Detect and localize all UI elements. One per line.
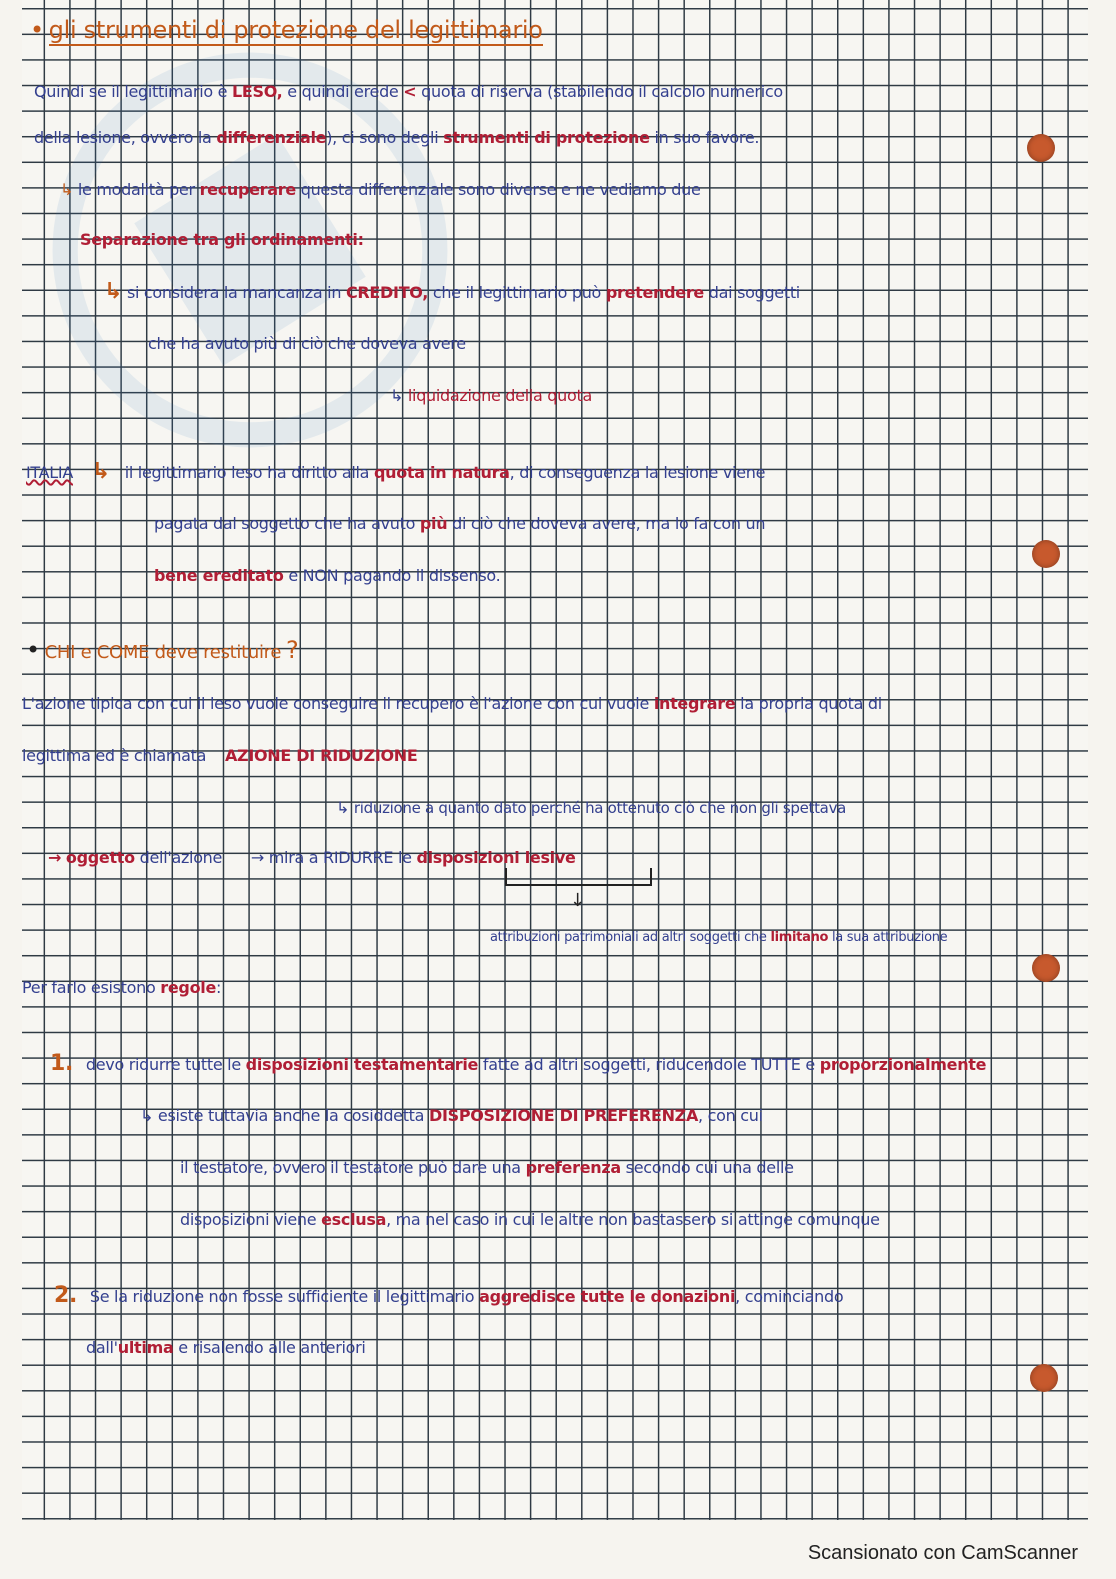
footer-scanner-text: Scansionato con CamScanner [807, 1542, 1078, 1564]
arrow-icon: → [48, 848, 62, 867]
paragraph-1-line-2: della lesione, ovvero la differenziale), ci sono degli strumenti di protezione in suo favore. [34, 128, 760, 147]
arrow-icon: ↳ [60, 180, 74, 199]
item-1-line-1: 1. devo ridurre tutte le disposizioni testamentarie fatte ad altri soggetti, riducendole TUTTE e proporzionalmente [50, 1051, 987, 1076]
arrow-down-icon: ↓ [570, 890, 586, 911]
heading-2: • CHI e COME deve restituire ? [26, 636, 299, 664]
paragraph-9: Per farlo esistono regole: [22, 978, 222, 997]
section-separazione: Separazione tra gli ordinamenti: [80, 230, 364, 249]
arrow-icon: ↳ [336, 798, 350, 817]
bracket-shape [505, 868, 652, 886]
paragraph-2: ↳ le modalità per recuperare questa differenziale sono diverse e ne vediamo due [60, 180, 701, 199]
italia-line-3: bene ereditato e NON pagando il dissenso. [154, 566, 501, 585]
binder-hole-2 [1032, 540, 1060, 568]
paragraph-5-line-1: L'azione tipica con cui il leso vuole conseguire il recupero è l'azione con cui vuole integrare la propria quota di [22, 694, 882, 713]
arrow-icon: ↳ [140, 1106, 154, 1125]
binder-hole-4 [1030, 1364, 1058, 1392]
heading-1: • gli strumenti di protezione del legittimario [30, 16, 543, 44]
paragraph-5-line-2: legittima ed è chiamata AZIONE DI RIDUZIONE [22, 746, 418, 765]
italia-line-2: pagata dal soggetto che ha avuto più di ciò che doveva avere, ma lo fa con un [154, 514, 766, 533]
heading-1-text: gli strumenti di protezione del legittimario [48, 16, 543, 44]
paragraph-4: ↳ liquidazione della quota [390, 386, 592, 405]
paragraph-3-line-2: che ha avuto più di ciò che doveva avere [148, 334, 466, 353]
item-2-line-2: dall'ultima e risalendo alle anteriori [86, 1338, 366, 1357]
paragraph-6: ↳ riduzione a quanto dato perché ha ottenuto ciò che non gli spettava [336, 798, 847, 817]
arrow-icon: ↳ [390, 386, 404, 405]
item-1-line-2: ↳ esiste tuttavia anche la cosiddetta DISPOSIZIONE DI PREFERENZA, con cui [140, 1106, 763, 1125]
paragraph-1-line-1: Quindi se il legittimario è LESO, e quindi erede < quota di riserva (stabilendo il calcolo numerico [34, 82, 783, 101]
binder-hole-1 [1027, 134, 1055, 162]
paragraph-8: attribuzioni patrimoniali ad altri soggetti che limitano la sua attribuzione [490, 930, 948, 945]
item-1-line-3: il testatore, ovvero il testatore può dare una preferenza secondo cui una delle [180, 1158, 794, 1177]
item-1-line-4: disposizioni viene esclusa, ma nel caso in cui le altre non bastassero si attinge comunque [180, 1210, 880, 1229]
paragraph-3-line-1: ↳ si considera la mancanza in CREDITO, che il legittimario può pretendere dai soggetti [104, 279, 800, 304]
paragraph-7: → oggetto dell'azione → mira a RIDURRE le disposizioni lesive [48, 848, 576, 867]
arrow-icon: ↳ [104, 279, 123, 304]
italia-line-1: ITALIA ↳ il legittimario leso ha diritto alla quota in natura, di conseguenza la lesione viene [26, 459, 766, 484]
binder-hole-3 [1032, 954, 1060, 982]
arrow-icon: ↳ [91, 459, 110, 484]
italia-label: ITALIA [26, 463, 73, 482]
item-2-line-1: 2. Se la riduzione non fosse sufficiente il legittimario aggredisce tutte le donazioni, cominciando [54, 1283, 844, 1308]
